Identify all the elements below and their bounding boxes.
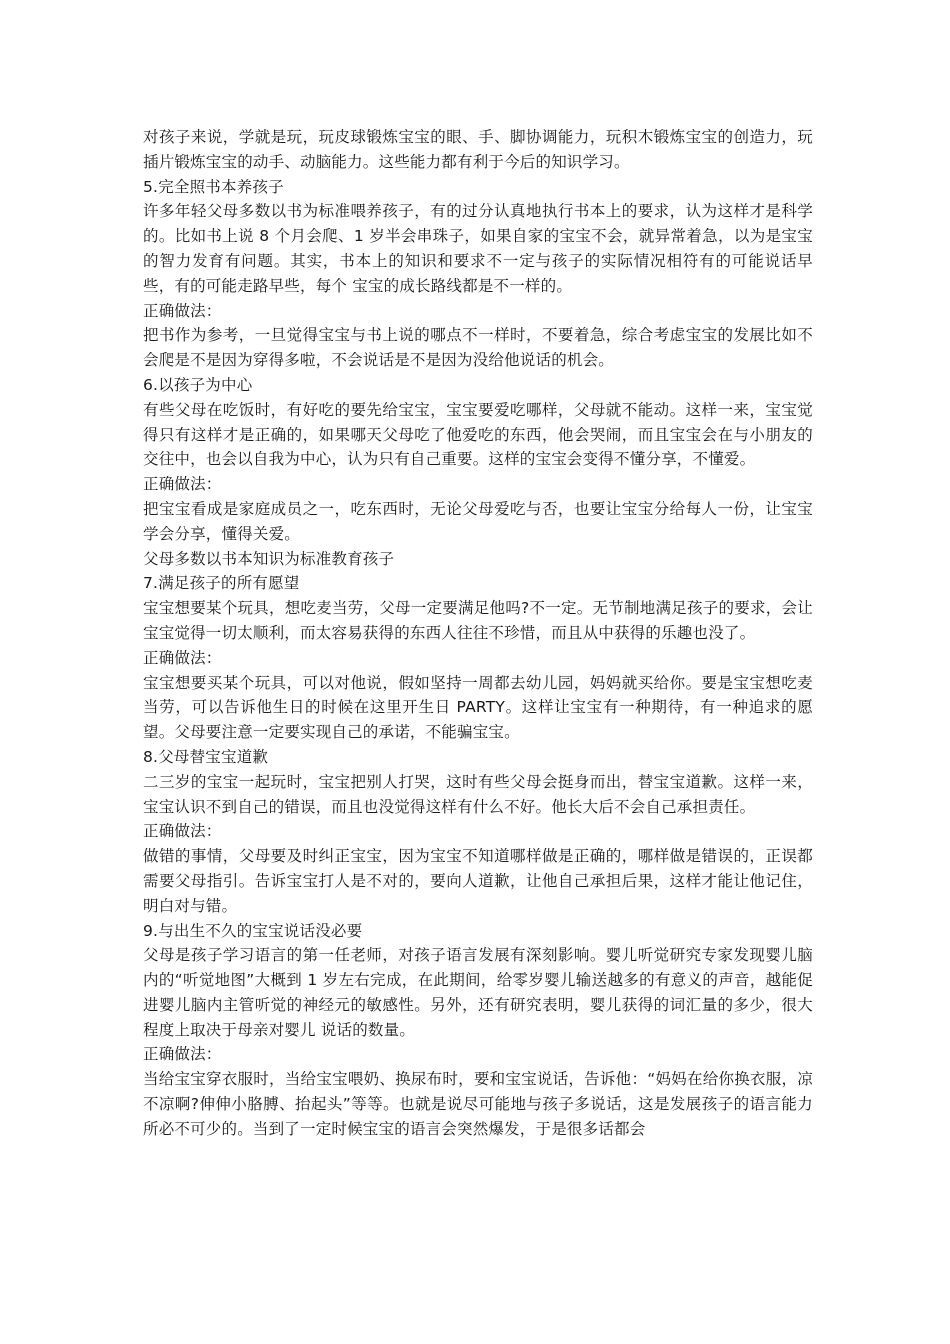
paragraph-6-body: 有些父母在吃饭时，有好吃的要先给宝宝，宝宝要爱吃哪样，父母就不能动。这样一来，宝宝觉得只有这样才是正确的，如果哪天父母吃了他爱吃的东西，他会哭闹，而且宝宝会在与小朋友的交往中，也会以自我为中心，认为只有自己重要。这样的宝宝会变得不懂分享，不懂爱。	[143, 400, 813, 469]
paragraph-8-body: 二三岁的宝宝一起玩时，宝宝把别人打哭，这时有些父母会挺身而出，替宝宝道歉。这样一来，宝宝认识不到自己的错误，而且也没觉得这样有什么不好。他长大后不会自己承担责任。	[143, 772, 813, 816]
paragraph-5-method: 把书作为参考，一旦觉得宝宝与书上说的哪点不一样时，不要着急，综合考虑宝宝的发展比如不会爬是不是因为穿得多啦，不会说话是不是因为没给他说话的机会。	[143, 326, 813, 370]
correct-method-label: 正确做法：	[143, 475, 222, 494]
section-heading-6: 6.以孩子为中心	[143, 375, 253, 394]
section-heading-7: 7.满足孩子的所有愿望	[143, 574, 300, 593]
paragraph-7-method: 宝宝想要买某个玩具，可以对他说，假如坚持一周都去幼儿园，妈妈就买给你。要是宝宝想吃麦当劳，可以告诉他生日的时候在这里开生日 PARTY。这样让宝宝有一种期待，有一种追求的愿望。父母要注意一定要实现自己的承诺，不能骗宝宝。	[143, 673, 813, 742]
paragraph-5-body: 许多年轻父母多数以书为标准喂养孩子，有的过分认真地执行书本上的要求，认为这样才是科学的。比如书上说 8 个月会爬、1 岁半会串珠子，如果自家的宝宝不会，就异常着急，以为是宝宝的智力发育有问题。其实，书本上的知识和要求不一定与孩子的实际情况相符有的可能说话早些，有的可能走路早些，每个 宝宝的成长路线都是不一样的。	[143, 202, 813, 295]
paragraph-8-method: 做错的事情，父母要及时纠正宝宝，因为宝宝不知道哪样做是正确的，哪样做是错误的，正误都需要父母指引。告诉宝宝打人是不对的，要向人道歉，让他自己承担后果，这样才能让他记住，明白对与错。	[143, 847, 813, 915]
correct-method-label: 正确做法：	[143, 822, 222, 841]
correct-method-label: 正确做法：	[143, 301, 222, 320]
paragraph-9-body: 父母是孩子学习语言的第一任老师，对孩子语言发展有深刻影响。婴儿听觉研究专家发现婴儿脑内的“听觉地图”大概到 1 岁左右完成，在此期间，给零岁婴儿输送越多的有意义的声音，越能促进婴儿脑内主管听觉的神经元的敏感性。另外，还有研究表明，婴儿获得的词汇量的多少，很大程度上取决于母亲对婴儿 说话的数量。	[143, 946, 813, 1039]
section-heading-8: 8.父母替宝宝道歉	[143, 747, 269, 766]
paragraph-7-body: 宝宝想要某个玩具，想吃麦当劳，父母一定要满足他吗?不一定。无节制地满足孩子的要求，会让宝宝觉得一切太顺利，而太容易获得的东西人往往不珍惜，而且从中获得的乐趣也没了。	[143, 599, 813, 642]
paragraph-note: 父母多数以书本知识为标准教育孩子	[143, 549, 395, 568]
paragraph-9-method: 当给宝宝穿衣服时，当给宝宝喂奶、换尿布时，要和宝宝说话，告诉他：“妈妈在给你换衣服，凉不凉啊?伸伸小胳膊、抬起头”等等。也就是说尽可能地与孩子多说话，这是发展孩子的语言能力所必不可少的。当到了一定时候宝宝的语言会突然爆发，于是很多话都会	[143, 1070, 813, 1138]
document-body	[143, 125, 813, 1142]
correct-method-label: 正确做法：	[143, 648, 222, 667]
correct-method-label: 正确做法：	[143, 1045, 222, 1064]
section-heading-5: 5.完全照书本养孩子	[143, 177, 284, 196]
section-heading-9: 9.与出生不久的宝宝说话没必要	[143, 921, 363, 940]
paragraph-6-method: 把宝宝看成是家庭成员之一，吃东西时，无论父母爱吃与否，也要让宝宝分给每人一份，让宝宝学会分享，懂得关爱。	[143, 499, 813, 543]
paragraph-intro: 对孩子来说，学就是玩，玩皮球锻炼宝宝的眼、手、脚协调能力，玩积木锻炼宝宝的创造力，玩插片锻炼宝宝的动手、动脑能力。这些能力都有利于今后的知识学习。	[143, 128, 813, 171]
